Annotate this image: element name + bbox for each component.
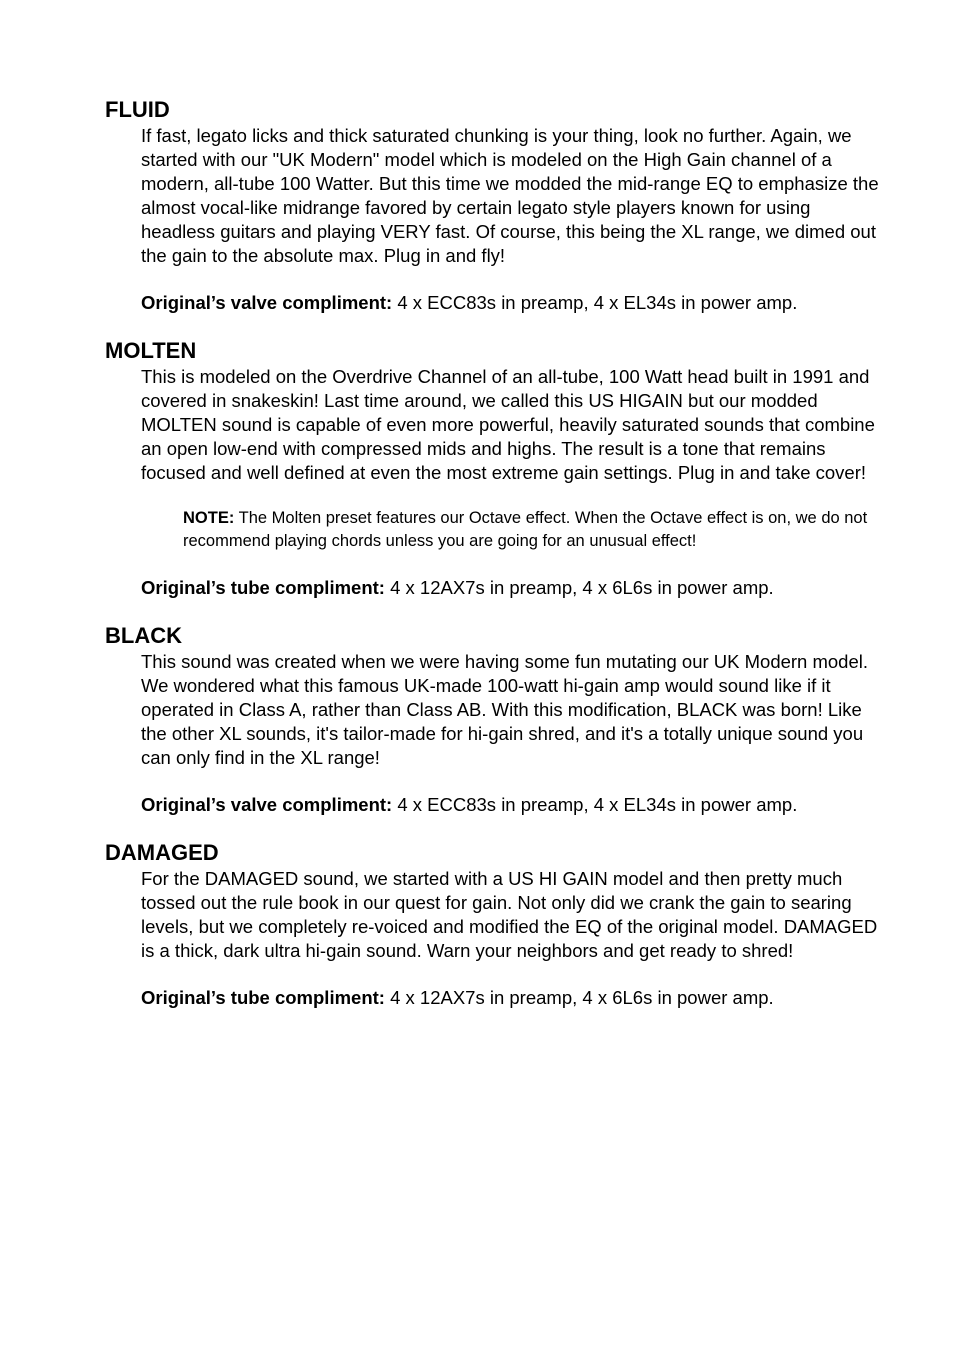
tube-spec <box>141 986 881 1010</box>
tube-spec <box>141 793 881 817</box>
spec-value: 4 x 12AX7s in preamp, 4 x 6L6s in power amp. <box>384 987 774 1008</box>
section-body <box>141 867 881 1010</box>
section-title: BLACK <box>105 623 182 648</box>
section-body <box>141 650 881 817</box>
spec-label: Original’s tube compliment: <box>141 987 385 1008</box>
section-title: DAMAGED <box>105 840 219 865</box>
spec-value: 4 x ECC83s in preamp, 4 x EL34s in power amp. <box>392 794 798 815</box>
spec-value: 4 x 12AX7s in preamp, 4 x 6L6s in power amp. <box>384 577 774 598</box>
section-molten <box>105 337 895 600</box>
note-text: The Molten preset features our Octave effect. When the Octave effect is on, we do not recommend playing chords unless you are going for an unusual effect! <box>183 509 868 550</box>
section-title: MOLTEN <box>105 338 197 363</box>
spec-label: Original’s tube compliment: <box>141 577 385 598</box>
section-title: FLUID <box>105 97 170 122</box>
section-body <box>141 124 881 315</box>
section-body <box>141 365 881 600</box>
document-page <box>105 96 895 1032</box>
note-label: NOTE: <box>183 509 235 527</box>
description-paragraph: This is modeled on the Overdrive Channel of an all-tube, 100 Watt head built in 1991 and covered in snakeskin! Last time around, we called this US HIGAIN but our modded MOLTEN sound is capable of even more powerful, heavily saturated sounds that combine an open low-end with compressed mids and highs. The result is a tone that remains focused and well defined at even the most extreme gain settings. Plug in and take cover! <box>141 366 875 483</box>
spec-label: Original’s valve compliment: <box>141 794 393 815</box>
note-box <box>183 507 873 553</box>
tube-spec <box>141 576 881 600</box>
tube-spec <box>141 291 881 315</box>
description-paragraph: For the DAMAGED sound, we started with a US HI GAIN model and then pretty much tossed out the rule book in our quest for gain. Not only did we crank the gain to searing levels, but we completely re-voiced and modified the EQ of the original model. DAMAGED is a thick, dark ultra hi-gain sound. Warn your neighbors and get ready to shred! <box>141 868 878 961</box>
spec-value: 4 x ECC83s in preamp, 4 x EL34s in power amp. <box>392 292 798 313</box>
section-black <box>105 622 895 817</box>
section-fluid <box>105 96 895 315</box>
description-paragraph: This sound was created when we were having some fun mutating our UK Modern model. We wondered what this famous UK-made 100-watt hi-gain amp would sound like if it operated in Class A, rather than Class AB. With this modification, BLACK was born! Like the other XL sounds, it's tailor-made for hi-gain shred, and it's a totally unique sound you can only find in the XL range! <box>141 651 869 768</box>
spec-label: Original’s valve compliment: <box>141 292 393 313</box>
section-damaged <box>105 839 895 1010</box>
description-paragraph: If fast, legato licks and thick saturated chunking is your thing, look no further. Again, we started with our "UK Modern" model which is modeled on the High Gain channel of a modern, all-tube 100 Watter. But this time we modded the mid-range EQ to emphasize the almost vocal-like midrange favored by certain legato style players known for using headless guitars and playing VERY fast. Of course, this being the XL range, we dimed out the gain to the absolute max. Plug in and fly! <box>141 125 879 266</box>
